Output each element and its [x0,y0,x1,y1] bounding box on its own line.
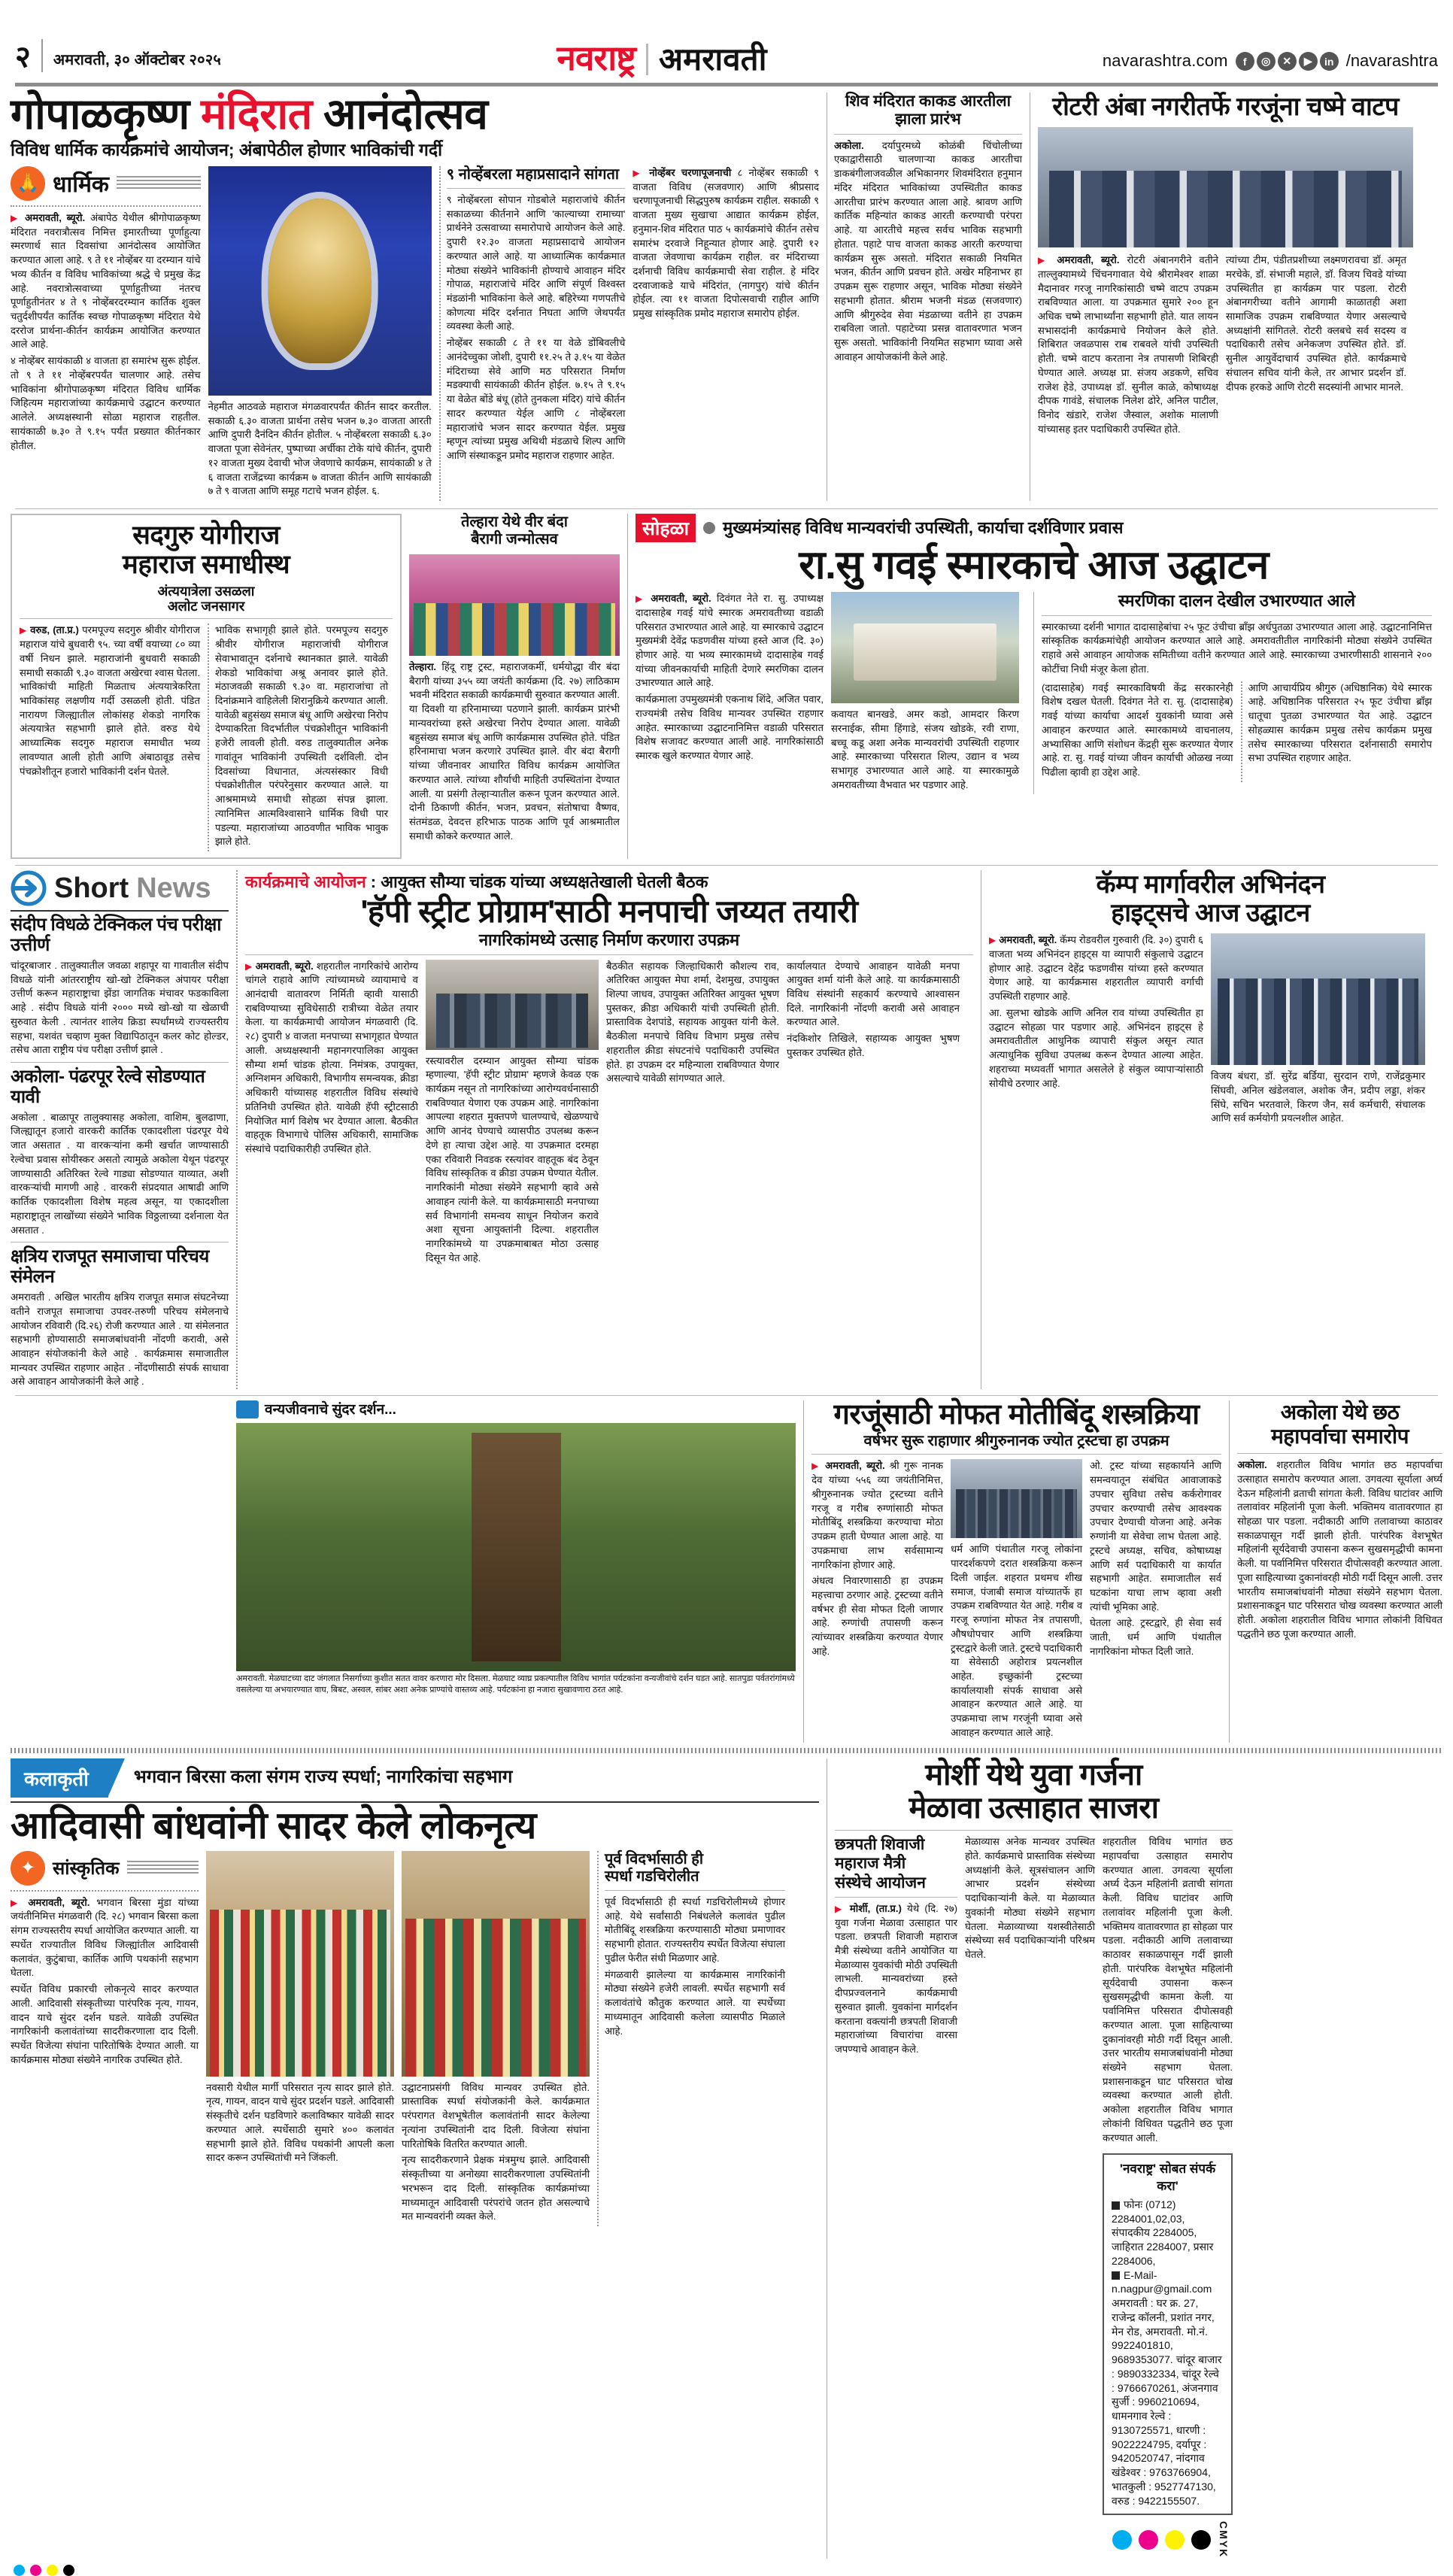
kalakruti-photo-1 [206,1851,394,2077]
gawai-body-text-2: कार्यक्रमाला उपमुख्यमंत्री एकनाथ शिंदे, अजित पवार, राज्यमंत्री तसेच विविध मान्यवर उपस्थित राहणार आहेत. स्मारकाच्या उद्घाटनानिमित्त वडाळी परिसरात विशेष सजावट करण्यात आली आहे. नागरिकांसाठी स्मारक खुले करण्यात येणार आहे. [635,693,824,762]
telhara-headline-line2: बैरागी जन्मोत्सव [471,531,558,548]
morshi-col-2 [965,1835,1095,2558]
masthead-brand-block [221,38,1103,81]
kalakruti-col-3 [402,1851,590,2226]
kalakruti-col-3-body [402,2081,590,2226]
kalakruti-body-text-1: भगवान बिरसा मुंडा यांच्या जयंतीनिमित्त मंगळवारी (दि. २८) भगवान बिरसा कला संगम राज्यस्तरीय स्पर्धा आयोजित करण्यात आली. या स्पर्धेत राज्यातील विविध जिल्ह्यांतील आदिवासी कलावंत, कुटुंबाचा, कार्तिक आणि पथकांनी सहभाग घेतला. [11,1896,199,1979]
telhara-body [409,660,620,846]
badge-rule-lines [127,1861,199,1876]
sadguru-body-text: परमपूज्य सदगुरु श्रीवीर योगीराज महाराज यांचे बुधवारी ९५. च्या वर्षी वयाच्या ८० व्या वर्षी निधन झाले. महाराजांनी बुधवारी सकाळी समाधी सकाळी ९.३० वाजता अखेरचा श्वास घेतला. भाविकांची माहिती मिळताच अंत्ययात्रेकरिता भाविकांसह लक्षणीय गर्दी उसळली होती. पंडित नारायण जिल्ह्यातील लोकांसह शेकडो नागरिक अंत्ययात्रेत सहभागी झाले होते. वरुड येथे आध्यात्मिक सदगुरु महाराज समाधीत भव्य लावण्यात आली होती आणि अंबाठावूड तसेच पंचक्रोशीतून हजारो भाविकांनी दर्शन घेतले. [20,624,200,777]
lead-body-text-c2: नोव्हेंबर सकाळी ८ ते ११ या वेळे डोंबिवलीचे आनंदेच्चुका जोशी, दुपारी ११.२५ ते ३.१५ या वेळेत मंदिराच्या सेवे आणि मठ परिसरात निर्माण मडक्याची सायंकाळी कीर्तन होईल. ७.१५ ते ९.१५ या वेळेत बोंडे बंधू (होते तुनकला मंदिर) यांचे कीर्तन सादर करण्यात येईल आणि ८ नोव्हेंबरला महाराजांचे भजन सादर करण्यात येईल. प्रमुख म्हणून त्यांच्या प्रमुख अथिथी मंडळाचे शिल्प आणि आणि संस्थाकडून प्रमोद महाराज राहणार आहेत. [446,337,626,462]
bullet-square-icon [1112,2201,1120,2210]
sadguru-headline-line1: सदगुरु योगीराज [132,520,280,551]
motibindu-body-text-1: श्री गुरू नानक देव यांच्या ५५६ व्या जयंतीनिमित्त, श्रीगुरुनानक ज्योत ट्रस्टच्या वतीने गरजू व गरीब रुग्णांसाठी मोफत मोतीबिंदू शस्त्रक्रिया करण्याचा मोठा उपक्रम हाती घेण्यात आला आहे. या उपक्रमाचा लाभ सर्वसामान्य नागरिकांना होणार आहे. [811,1460,944,1570]
kalakruti-tag-row [11,1758,819,1798]
morshi-body-text-1: येथे (दि. २७) युवा गर्जना मेळावा उत्साहात पार पडला. छत्रपती शिवाजी महाराज मैत्री संस्थेच्या वतीने आयोजित या मेळाव्यास युवकांची मोठी उपस्थिती लाभली. मान्यवरांच्या हस्ते दीपप्रज्वलनाने कार्यक्रमाची सुरुवात झाली. युवकांना मार्गदर्शन करताना वक्त्यांनी छत्रपती शिवाजी महाराजांच्या विचारांचा वारसा जपण्याचे आवाहन केले. [835,1902,958,2056]
cmyk-yellow-dot [1165,2530,1185,2550]
morshi-kicker-line3: संस्थेचे आयोजन [835,1874,926,1892]
gawai-col-6 [1241,681,1433,782]
telhara-body-text: हिंदू राष्ट्र ट्रस्ट, महाराजकर्मी, धर्मयोद्धा वीर बंदा बैरागी यांच्या ३५५ व्या जयंती कार्यक्रमा (दि. २७) लाठिकाम भवनी मंदिरात सकाळी कार्यक्रमाची सुरुवात करण्यात आली. या दिवशी या हरिनामाच्या पठणाने झाली. कार्यक्रम प्रारंभी मान्यवरांच्या हस्ते अखेरचा निरोप देण्यात आला. यावेळी बहुसंख्य समाज बंधू आणि कार्यक्रमास उपस्थित होते. पंडित हरिनामाचा भजन करणारे उपस्थित झाले. वीर बंदा बैरागी यांच्या जीवनावर आधारित विविध कार्यक्रम आयोजित करण्यात आले. त्यांच्या शौर्याची माहिती उपस्थितांना देण्यात आली. या प्रसंगी तेल्हाऱ्यातील करून पूजन करण्यात आले. दोनी ठिकाणी कीर्तन, भजन, प्रवचन, संतोषाचा वैष्णव, संतमंडळ, देवदत्त हरिभाऊ पाठक आणि पूर्व आश्रमातील समाधी कोकरे करण्यात आले. [409,661,620,842]
kalakruti-col-1 [11,1851,199,2226]
cmyk-magenta-dot [1139,2530,1158,2550]
wildlife-tag-row [236,1400,796,1418]
gawai-columns [635,592,1432,794]
happy-street-col-2 [426,960,599,1268]
short-news-label-2: News [136,872,211,904]
gawai-story [627,514,1432,859]
edition-date: अमरावती, ३० ऑक्टोबर २०२५ [53,52,221,68]
social-handle: /navarashtra [1345,51,1438,70]
telhara-dateline: तेल्हारा. [409,661,437,673]
lead-c3-head: नोव्हेंबर चरणापूजनाची [649,166,732,178]
page-number: २ [15,41,31,74]
lead-headline-part1: गोपाळकृष्ण [11,90,201,138]
contact-phone: फोनः (0712) 2284001,02,03, संपादकीय 2284005, जाहिरात 2284007, प्रसार 2284006, [1112,2198,1214,2267]
short-news-headline: संदीप विधळे टेक्निकल पंच परीक्षा उत्तीर्ण [11,915,221,955]
lead-headline-part2: आनंदोत्सव [311,90,488,138]
rotary-story [1030,93,1413,501]
dateline-marker: ▶ [245,960,253,972]
third-section [11,870,1442,1389]
dateline-marker: ▶ [811,1461,821,1472]
motibindu-col-1 [811,1459,943,1742]
camp-col-2 [1211,933,1425,1128]
rotary-photo [1038,127,1413,247]
morshi-kicker-line1: छत्रपती शिवाजी [835,1836,925,1854]
happy-street-col-1 [245,960,418,1268]
kalakruti-body-text-4: उद्घाटनाप्रसंगी विविध मान्यवर उपस्थित होते. प्रास्ताविक स्पर्धा संयोजकांनी केले. कार्यक्रमात परंपरागत वेशभूषेतील कलावंतांनी सादर केलेल्या नृत्यांना उपस्थितांनी दाद दिली. विजेत्या संघांना पारितोषिके वितरित करण्यात आली. [402,2081,590,2150]
short-news-column [11,870,229,1389]
namaste-icon: 🙏 [11,166,45,201]
kalakruti-tag: कलाकृती [11,1758,108,1798]
short-news-body: चांदूरबाजार . तालुक्यातील जवळा शहापूर या गावातील संदीप विधळे यांनी आंतरराष्ट्रीय खो-खो टेक्निकल अंपायर परीक्षा उत्तीर्ण करून महाराष्ट्राचा झेंडा जागतिक मंचावर फडकाविला आहे . संदीप विधळे यांनी २००० मध्ये खो-खो या खेळाची सुरुवात केली . त्यानंतर शालेय क्रिडा स्पर्धांमध्ये राज्यस्तरीय सहभा, यशवंत चव्हाण मुक्त विद्यापिठातून कलर कोट होल्डर, तसेच आता राष्ट्रीय पंच परीक्षा उत्तीर्ण झाले . [11,959,229,1056]
bullet-dot-icon [703,522,715,534]
motibindu-photo [951,1459,1082,1538]
dateline-marker: ▶ [835,1903,845,1914]
cmyk-yellow-dot [47,2565,58,2576]
kalakruti-columns [11,1851,819,2226]
motibindu-story [803,1400,1221,1742]
lead-col-3 [439,166,626,501]
motibindu-col-3 [1090,1459,1221,1742]
lead-headline [11,90,819,138]
category-badge-label: धार्मिक [53,172,109,198]
rotary-headline: रोटरी अंबा नगरीतर्फे गरजूंना चष्मे वाटप [1052,93,1399,121]
shiv-dateline: अकोला. [834,139,864,151]
cmyk-label: CMYK [1218,2521,1230,2559]
rotary-col-2 [1226,253,1406,439]
kalakruti-side-head-line1: पूर्व विदर्भासाठी ही [605,1850,704,1868]
sadguru-col-2 [208,624,388,851]
rotary-dateline: अमरावती, ब्यूरो. [1057,254,1120,266]
dateline-marker: ▶ [20,625,27,636]
happy-street-kicker-row [245,870,973,893]
gawai-col-2 [831,708,1019,794]
contact-address: अमरावती : घर क्र. 27, राजेन्द्र कॉलनी, प्रशांत नगर, मेन रोड, अमरावती. मो.नं. 9922401810, 9689353077. चांदूर बाजार : 9890332334, चांदूर रेल्वे : 9766670261, अंजनगाव सुर्जी : 9960210694, धामनगाव रेल्वे : 9130725571, धारणी : 9022224795, दर्यापूर : 9420520747, नांदगाव खंडेश्वर : 9763766904, भातकुली : 9527747130, वरुड : 9422155507. [1112,2297,1222,2507]
kalakruti-photo-2 [402,1851,590,2077]
happy-street-body-text-2: रस्त्यावरील दरम्यान आयुक्त सौम्या चांडक म्हणाल्या, 'हॅपी स्ट्रीट प्रोग्राम' म्हणजे केवळ एक कार्यक्रम नसून तो नागरिकांच्या आरोग्यवर्धनासाठी राबविण्यात येणारा एक उपक्रम आहे. नागरिकांना आपल्या शहरात मुक्तपणे चालण्याचे, खेळण्याचे आणि आनंद घेण्याचे व्यासपीठ उपलब्ध करून देणे हा त्याचा उद्देश आहे. या उपक्रमात दरमहा एका रविवारी निवडक रस्त्यांवर वाहतूक बंद ठेवून विविध सांस्कृतिक व क्रीडा उपक्रम घेण्यात येतील. नागरिकांनी मोठ्या संख्येने सहभागी व्हावे असे आवाहन त्यांनी केले. या कार्यक्रमासाठी मनपाच्या सर्व विभागांनी समन्वय साधून नियोजन करावे अशा सूचना आयुक्तांनी दिल्या. शहरातील नागरिकांमध्ये या उपक्रमाबाबत मोठा उत्साह दिसून येत आहे. [426,1054,599,1264]
rotary-columns [1038,253,1413,439]
short-news-label-1: Short [54,872,129,904]
gawai-left [635,592,1026,794]
masthead-divider [41,39,43,72]
kalakruti-badge-label: सांस्कृतिक [53,1858,120,1880]
kalakruti-headline: आदिवासी बांधवांनी सादर केले लोकनृत्य [11,1804,536,1846]
masthead-left [15,39,221,81]
camp-headline-line2: हाइट्सचे आज उद्घाटन [1111,899,1310,928]
short-news-headline: अकोला- पंढरपूर रेल्वे सोडण्यात यावी [11,1066,205,1107]
brand-divider [646,44,648,75]
kalakruti-side-body-text: पूर्व विदर्भासाठी ही स्पर्धा गडचिरोलीमध्ये होणार आहे. येथे सर्वांसाठी निबंधलेले कलावंत पुढील मोतीबिंदू शस्त्रक्रिया करण्यासाठी मोठ्या प्रमाणावर सहभागी होतात. राज्यस्तरीय स्पर्धेत विजेत्या संघाला पुढील फेरीत संधी मिळणार आहे. [605,1896,785,1964]
masthead-right [1103,51,1438,81]
category-badge-sanskritik [11,1851,199,1886]
dateline-marker: ▶ [11,1897,22,1908]
edition-name: अमरावती [659,41,767,77]
motibindu-dateline: अमरावती, ब्यूरो. [825,1460,885,1472]
happy-street-body-text-1: शहरातील नागरिकांचे आरोग्य चांगले राहावे आणि त्यांच्यामध्ये व्यायामाचे व आनंदाची वातावरण निर्मिती व्हावी यासाठी राबविण्याच्या सुविधेसाठी रात्रीच्या वेळेत तयार केला. या कार्यक्रमाची आयोजन मंगळवारी (दि. २८) दुपारी ४ वाजता मनपाच्या सभागृहात घेण्यात आली. अध्यक्षस्थानी महानगरपालिका आयुक्त सौम्या शर्मा चांडक होत्या. निमंत्रक, उपायुक्त, अग्निशमन अधिकारी, विभागीय समन्वयक, क्रीडा अधिकारी यांच्यासह शहरातील विविध संस्थांचे प्रतिनिधी उपस्थित होते. यावेळी हॅपी स्ट्रीटसाठी नियोजित मार्ग विशेष भर देण्यात आला. बैठकीत वाहतूक विभागाचे पोलिस अधिकारी, सामाजिक संस्थांचे पदाधिकारीही उपस्थित होते. [245,960,418,1155]
dateline-marker: ▶ [11,212,20,223]
telhara-story [409,514,620,859]
gawai-kicker-row [635,514,1432,542]
gawai-body-4 [1042,620,1432,677]
kalakruti-kicker: भगवान बिरसा कला संगम राज्य स्पर्धा; नागरिकांचा सहभाग [133,1767,513,1788]
cmyk-marks-left [11,2559,1442,2576]
kalakruti-body-text-2: स्पर्धेत विविध प्रकारची लोकनृत्ये सादर करण्यात आली. आदिवासी संस्कृतीच्या पारंपरिक नृत्य, गायन, वादन याचे सुंदर दर्शन घडले. यावेळी उपस्थित नागरिकांनी कलावंतांच्या सादरीकरणाला दाद दिली. स्पर्धेत विजेत्या संघांना पारितोषिके देण्यात आली. या कार्यक्रमास मोठ्या संख्येने नागरिक उपस्थित होते. [11,1983,199,2065]
lead-body-text-col2: ९ नोव्हेंबरला सोपान गोडबोले महाराजांचे कीर्तन सकाळच्या कीर्तनाने आणि 'काल्याच्या रामाच्या' प्रार्थनेने उत्सवाच्या समारोपाचे आयोजन केले आहे. दुपारी १२.३० वाजता महाप्रसादाचे आयोजन करण्यात आले आहे. या आध्यात्मिक कार्यक्रमात मोठ्या संख्येने भाविकांनी होण्याचे आवाहन मंदिर गोपाळ, महाराजांचे मंदिर आणि संपूर्ण विश्वस्त मंडळांनी भाविकांना केले आहे. बहिरेच्या गणपतीचे कोणत्या मंदिर दर्शनात निघता आणि जेथपर्यंत व्यवस्था केली आहे. [446,193,626,332]
cmyk-cyan-dot [1112,2530,1132,2550]
kalakruti-col-4 [597,1851,785,2226]
motibindu-body-text-3: धर्म आणि पंथातील गरजू लोकांना पारदर्शकपणे दरात शस्त्रक्रिया करून दिली जाईल. शहरात प्रथमच शीख समाज, पंजाबी समाज यांच्यातर्फे हा उपक्रम राबविण्यात येत आहे. गरीब व गरजू रुग्णांना मोफत नेत्र तपासणी, औषधोपचार आणि शस्त्रक्रिया ट्रस्टद्वारे केली जाते. ट्रस्टचे पदाधिकारी या सेवेसाठी अहोरात्र प्रयत्नशील आहेत. इच्छुकांनी ट्रस्टच्या कार्यालयाशी संपर्क साधावा असे आवाहन करण्यात आले आहे. या उपक्रमाचा लाभ गरजूंनी घ्यावा असे आवाहन करण्यात आले आहे. [951,1543,1083,1738]
gawai-dateline: अमरावती, ब्यूरो. [651,593,711,605]
short-news-header [11,870,229,906]
happy-street-body-text-5: नंदकिशोर तिखिले, सहाय्यक आयुक्त भुषण पुस्तकर उपस्थित होते. [787,1033,960,1058]
lead-story [11,90,819,501]
morshi-col-3 [1103,1835,1233,2558]
sadguru-body-text-2: भाविक सभागृही झाले होते. परमपूज्य सदगुरु श्रीवीर योगीराज महाराजांची योगीराज सेवाभावातून दर्शनाचे स्थानकात झाले. यावेळी शेकडो भाविकांचा अश्रू अनावर झाले होते. मंठाजवळी सकाळी ९.३० वा. महाराजांचा तो दिनांक्रमाने वाहिलेली शिरानुक्रिये करण्यात आली. यावेळी बहुसंख्य समाज बंधू आणि अखेरचा निरोप देण्याकरिता विदर्भातील पंचक्रोशीतून भाविकांनी हजेरी लावली होती. वरुड तालुक्यातील अनेक गावांतून भाविकांनी उपस्थिती दर्शविली. दोन दिवसांच्या विधानात, अंत्यसंस्कार विधी पंचक्रोशीतील परंपरेनुसार करण्यात आले. या आश्रमामध्ये समाधी सोहळा संपन्न झाला. त्यानिमित्त आत्मविश्वासाने धार्मिक विधी पार पडल्या. महाराजांच्या आठवणीत भाविक भावुक झाले होते. [215,624,388,848]
chhath-headline-line2: महापर्वाचा समारोप [1271,1425,1409,1449]
wildlife-tag: वन्यजीवनाचे सुंदर दर्शन... [265,1401,396,1418]
gawai-tag: सोहळा [635,514,696,542]
masthead-rule [15,83,1438,86]
social-links [1236,52,1339,71]
camp-columns [989,933,1432,1128]
camp-col-2-body [1211,1070,1425,1128]
happy-street-body-text-3: बैठकीत सहायक जिल्हाधिकारी कौशल्य राव, अतिरिक्त आयुक्त मेघा शर्मा, देशमुख, उपायुक्त शिल्पा जाधव, उपायुक्त अतिरिक्त आयुक्त भूषण पुस्तकर, क्रीडा अधिकारी यांची उपस्थिती होती. प्रास्ताविक देशपांडे, सहायक आयुक्त यांनी केले. बैठकीला मनपाचे विविध विभाग प्रमुख तसेच शहरातील क्रीडा संघटनांचे पदाधिकारी उपस्थित होते. हा उपक्रम दर महिन्याला राबविण्यात येणार असल्याचे यावेळी सांगण्यात आले. [606,960,779,1085]
morshi-body-text-3: शहरातील विविध भागांत छठ महापर्वाचा उत्साहात समारोप करण्यात आला. उगवत्या सूर्याला अर्घ्य देऊन महिलांनी व्रताची सांगता केली. विविध घाटांवर आणि तलावांवर महिलांनी पूजा केली. भक्तिमय वातावरणात हा सोहळा पार पडला. नदीकाठी आणि तलावाच्या काठावर सकाळपासून गर्दी झाली होती. पारंपरिक वेशभूषेत महिलांनी सूर्यदेवाची उपासना करून सुखसमृद्धीची कामना केली. या पर्वानिमित्त परिसरात दीपोत्सवही करण्यात आला. पूजा साहित्याच्या दुकानांवरही मोठी गर्दी दिसून आली. उत्तर भारतीय समाजबांधवांनी मोठ्या संख्येने सहभाग घेतला. प्रशासनाकडून घाट परिसरात चोख व्यवस्था करण्यात आली होती. अकोला शहरातील विविध भागात लोकांनी विधिवत पद्धतीने छठ पूजा करण्यात आली. [1103,1836,1233,2144]
sadguru-kicker-line1: अंत्ययात्रेला उसळला [157,584,255,599]
sadguru-kicker-line2: अलोट जनसागर [167,599,245,614]
gawai-subhead: स्मरणिका दालन देखील उभारण्यात आले [1118,591,1356,611]
happy-street-kicker-rest: : आयुक्त सौम्या चांडक यांच्या अध्यक्षतेखाली घेतली बैठक [370,872,708,892]
lead-columns [11,166,819,501]
cmyk-black-dot [1191,2530,1211,2550]
kalakruti-body-text-5: नृत्य सादरीकरणाने प्रेक्षक मंत्रमुग्ध झाले. आदिवासी संस्कृतीच्या या अनोख्या सादरीकरणाला उपस्थितांनी भरभरून दाद दिली. सांस्कृतिक कार्यक्रमांच्या माध्यमातून आदिवासी परंपरांचे जतन होत असल्याचे मत मान्यवरांनी व्यक्त केले. [402,2154,590,2223]
happy-street-photo [426,960,599,1050]
morshi-kicker-line2: महाराज मैत्री [835,1855,906,1873]
lead-sub-headline: ९ नोव्हेंबरला महाप्रसादाने सांगता [446,165,620,183]
happy-street-col-4 [787,960,960,1268]
chhath-story [1229,1400,1442,1742]
lead-body-text-1: अंबापेठ येथील श्रीगोपाळकृष्ण मंदिरात नवरात्रौत्सव निमित्त इमारतीच्या पूर्णाहुत्या स्मरणार्थ सात दिवसांचा आनंदोत्सव आयोजित करण्यात आला आहे. ९ ते ११ नोव्हेंबर या दरम्यान यांचे भव्य कीर्तन व विविध भाविकांच्या श्रद्धे चे प्रमुख केंद्र आहे. नवरात्रोत्सवाच्या पूर्णाहुतीच्या नंतरच पूर्णाहुतीनंतर ४ ते ९ नोव्हेंबरदरम्यान कार्तिक शुक्ल चतुर्दशीपर्यंत कार्तिक स्वच्छ गोपाळकृष्ण मंदिरात येथे दररोज प्रार्थना-कीर्तन कार्यक्रम आयोजित करण्यात आले आहे. [11,211,201,350]
gawai-body-text-3: कवायत बानखडे, अमर कडो, आमदार किरण सरनाईक, सीमा हिंगाडे, संजय खोडके, रवी राणा, बच्चू कडू अशा अनेक मान्यवरांची उपस्थिती राहणार आहे. स्मारकाच्या परिसरात शिल्प, उद्यान व भव्य सभागृह उभारण्यात आले आहे. या स्मारकामुळे अमरावतीच्या वैभवात भर पडणार आहे. [831,708,1019,790]
gawai-photo [831,592,1019,703]
x-twitter-icon[interactable]: ✕ [1278,52,1297,71]
motibindu-headline: गरजूंसाठी मोफत मोतीबिंदू शस्त्रक्रिया [833,1399,1200,1431]
lead-body-text-c3: ८ नोव्हेंबर सकाळी ९ वाजता विविध (सजवणार) आणि श्रीप्रसाद चरणापूजनाची सिद्धपुरुष कार्यक्रम राहील. सकाळी ९ वाजता मुख्य सुखाचा आद्यात कार्यक्रम होईल, हनुमान-शिव मंदिरात पाठ ५ कार्यक्रमांचे कीर्तन तसेच समारंभ दरवाजे निहून्यात होणार आहे. दुपारी १२ वाजता जेवणाचा कार्यक्रम राहील. वर मंदिराच्या दर्शनाची विविध कार्यक्रमाची सेवा राहील. हे मंदिर दरवाजाकडे याचे मंदिरांत, (नागपुर) यांचे कीर्तन होईल. त्या ११ वाजता दिपोत्सवाची राहील आणि प्रमुख सांस्कृतिक प्रमोद महाराज समारोप होईल. [632,166,819,320]
gawai-headline: रा.सु गवई स्मारकाचे आज उद्घाटन [799,543,1269,588]
shiv-body-text: दर्यापुरमध्ये कोळंबी चिंचोलीच्या एकाद्वारीसाठी चालणाऱ्या काकड आरतीचा डाकबंगीलाजवळील अभिकानगर शिवमंदिरात हनुमान मंदिर मंदिरात भाविकांच्या उपस्थितीत काकड आरतीचा प्रारंभ करण्यात आला आहे. श्रावण आणि कार्तिक महिन्यांत काकड आरती करण्याची परंपरा आहे. या आरतीचे महत्त्व सर्वच भाविक सहभागी होतात. पहाटे पाच वाजता काकड आरती करण्याचा कार्यक्रम सुरू असतो. मंदिरात सकाळी नियमित भजन, कीर्तन आणि प्रवचन होते. अखेर महिनाभर हा उपक्रम सुरू राहणार असून, भाविक मोठ्या संख्येने सहभागी होतात. श्रीराम भजनी मंडळ (सजवणार) आणि श्रीगुरुदेव सेवा मंडळाच्या वतीने हा उपक्रम राबविला जातो. पहाटेच्या प्रसन्न वातावरणात भजन सुरू असतो. भाविकांनी नियमित सहभाग घ्यावा असे आवाहन आयोजकांनी केले आहे. [834,139,1022,363]
contact-email: E-Mail-n.nagpur@gmail.com [1112,2268,1212,2295]
badge-rule-lines [117,176,201,191]
motibindu-col-2-body [951,1543,1082,1742]
morshi-story [827,1758,1233,2559]
bullet-marker: ▶ [632,167,644,178]
happy-street-col-3 [606,960,779,1268]
motibindu-columns [811,1459,1221,1742]
kalakruti-body-text-3: नवसारी येथील मार्गी परिसरात नृत्य सादर झाले होते. नृत्य, गायन, वादन याचे सुंदर प्रदर्शन घडले. आदिवासी संस्कृतीचे दर्शन घडविणारे कलाविष्कार यावेळी सादर करण्यात आले. स्पर्धेसाठी सुमारे ४०० कलावंत सहभागी झाले होते. विविध पथकांनी आपली कला सादर करून उपस्थितांची मने जिंकली. [206,2081,394,2164]
happy-street-col-2-body [426,1054,599,1268]
short-news-item [11,915,229,1057]
youtube-icon[interactable]: ▶ [1299,52,1318,71]
kalakruti-side-head-line2: स्पर्धा गडचिरोलीत [605,1868,699,1885]
happy-street-columns [245,960,973,1268]
section-divider-hash [11,1748,1442,1753]
happy-street-subhead: नागरिकांमध्ये उत्साह निर्माण करणारा उपक्रम [478,930,740,949]
telhara-headline-line1: तेल्हारा येथे वीर बंदा [461,514,568,531]
fourth-section [11,1400,1442,1742]
happy-street-kicker-red: कार्यक्रमाचे आयोजन [245,872,366,892]
gawai-body-text-4: स्मारकाच्या दर्शनी भागात दादासाहेबांचा २५ फूट उंचीचा ब्राँझ अर्धपुतळा उभारण्यात आला आहे. उद्घाटनानिमित्त सांस्कृतिक कार्यक्रमांचेही आयोजन करण्यात आले आहे. अमरावतीतील नागरिकांनी मोठ्या संख्येने उपस्थित राहावे असे आवाहन आयोजक समितीच्या वतीने करण्यात आले आहे. स्मारकाच्या उभारणीसाठी शासनाने २०० कोटींचा निधी मंजूर केला होता. [1042,620,1432,675]
second-section [11,514,1442,859]
contact-box [1103,2153,1233,2515]
lead-body-text-c1: नेहमीत आठवळे महाराज मंगळवारपर्यंत कीर्तन सादर करतील. सकाळी ६.३० वाजता प्रार्थना तसेच भजन ७.३० वाजता आरती आणि दुपारी दैनंदिन कीर्तन होतील. ५ नोव्हेंबरला सकाळी ६.३० वाजता पूजा सेवेनंतर, पुष्पाच्या अर्चीका टोके यांचे कीर्तन, दुपारी १२ वाजता मुख्य देवाची भोज जेवणाचे कार्यक्रम, सायंकाळी ४ ते ६ वाजता राजेंद्रच्या कार्यक्रम ७ वाजता कीर्तन आणि सायंकाळी ७ ते ९ वाजता आणि समूह गटाचे भजन होईल. ६. [208,400,432,497]
cmyk-magenta-dot [30,2565,41,2576]
masthead [11,0,1442,81]
sadguru-columns [20,624,393,851]
kalakruti-col-2 [206,1851,394,2226]
facebook-icon[interactable]: f [1236,52,1254,71]
contact-title: 'नवराष्ट्र' सोबत संपर्क करा' [1119,2162,1216,2194]
dateline-marker: ▶ [635,593,645,605]
dateline-marker: ▶ [1038,255,1050,266]
chhath-dateline: अकोला. [1237,1459,1267,1471]
gawai-col-1 [635,592,824,794]
lead-body-col1b [208,400,432,501]
sadguru-story [11,514,402,859]
rotary-col-1 [1038,253,1218,439]
gawai-body-text-1: दिवंगत नेते रा. सु. उपाध्यक्ष दादासाहेब गवई यांचे स्मारक अमरावतीच्या वडाळी परिसरात उभारण्यात आले आहे. या स्मारकाचे उद्घाटन मुख्यमंत्री देवेंद्र फडणवीस यांच्या हस्ते आज (दि. ३०) होणार आहे. या भव्य स्मारकामध्ये दादासाहेब गवई यांच्या जीवनकार्याची माहिती देणारे स्मरणिका दालन उभारण्यात आले आहे. [635,593,824,689]
gawai-right [1033,592,1432,794]
telhara-photo [409,554,620,656]
morshi-headline-line1: मोर्शी येथे युवा गर्जना [925,1758,1142,1792]
category-badge-dharmik [11,166,201,201]
cmyk-black-dot [63,2565,74,2576]
kalakruti-col-2-body [206,2081,394,2168]
cmyk-cyan-dot [14,2565,25,2576]
camp-dateline: अमरावती, ब्यूरो. [999,934,1057,946]
bottom-section [11,1758,1442,2559]
motibindu-body-text-4: ओ. ट्रस्ट यांच्या सहकार्याने आणि समन्वयातून संबंधित आवाजाकडे उपचार सुविधा तसेच कर्करोगावर उपचार करण्याची तसेच आवश्यक उपचार देण्याची योजना आहे. अनेक रुग्णांनी या सेवेचा लाभ घेतला आहे. ट्रस्टचे अध्यक्ष, सचिव, कोषाध्यक्ष आणि सर्व पदाधिकारी या कार्यात सहभागी आहेत. समाजातील सर्व घटकांना याचा लाभ व्हावा अशी त्यांची भूमिका आहे. [1090,1460,1222,1613]
camp-col-1 [989,933,1203,1128]
gawai-sub-columns [1042,681,1432,782]
chhath-body-text: शहरातील विविध भागांत छठ महापर्वाचा उत्साहात समारोप करण्यात आला. उगवत्या सूर्याला अर्घ्य देऊन महिलांनी व्रताची सांगता केली. विविध घाटांवर आणि तलावांवर महिलांनी पूजा केली. भक्तिमय वातावरणात हा सोहळा पार पडला. नदीकाठी आणि तलावाच्या काठावर सकाळपासून गर्दी झाली होती. पारंपरिक वेशभूषेत महिलांनी सूर्यदेवाची उपासना करून सुखसमृद्धीची कामना केली. या पर्वानिमित्त परिसरात दीपोत्सवही करण्यात आला. पूजा साहित्याच्या दुकानांवरही मोठी गर्दी दिसून आली. उत्तर भारतीय समाजबांधवांनी मोठ्या संख्येने सहभाग घेतला. प्रशासनाकडून घाट परिसरात चोख व्यवस्था करण्यात आली होती. अकोला शहरातील विविध भागात लोकांनी विधिवत पद्धतीने छठ पूजा करण्यात आली. [1237,1459,1442,1640]
gawai-col-5 [1042,681,1233,782]
bullet-square-icon [1112,2271,1120,2280]
contact-phone-row [1112,2198,1224,2268]
camp-headline-line1: कॅम्प मार्गावरील अभिनंदन [1096,870,1325,900]
short-news-headline: क्षत्रिय राजपूत समाजाचा परिचय संमेलन [11,1246,209,1288]
lead-body-text-2: ४ नोव्हेंबर सायंकाळी ४ वाजता हा समारंभ सुरू होईल. तो ९ ते ११ नोव्हेंबरपर्यंत चालणार आहे. तसेच भाविकांना श्रीगोपाळकृष्ण मंदिरात विविध धार्मिक जिहित्यम महाराजांच्या कार्यक्रमाचे उद्घाटन करण्यात आलेले. अध्यक्षस्थानी सोळा महाराज राहतील. सायंकाळी ७.३० ते ९.१५ पर्यंत प्रख्यात कीर्तनकार होतील. [11,355,201,451]
gawai-body-text-5: (दादासाहेब) गवई स्मारकाविषयी केंद्र सरकारनेही विशेष दखल घेतली. दिवंगत नेते रा. सु. (दादासाहेब) गवई यांच्या कार्याचा आदर्श युवकांनी घ्यावा असे आवाहन करण्यात आले. स्मारकामध्ये वाचनालय, अभ्यासिका आणि संशोधन केंद्रही सुरू करण्यात येणार आहे. रा. सु. गवई यांच्या जीवन कार्याची ओळख नव्या पिढीला व्हावी हा उद्देश आहे. [1042,681,1233,778]
gawai-photo-col [831,592,1019,794]
morshi-body-text-2: मेळाव्यास अनेक मान्यवर उपस्थित होते. कार्यक्रमाचे प्रास्ताविक संस्थेच्या अध्यक्षांनी केले. सूत्रसंचालन आणि आभार प्रदर्शन संस्थेच्या पदाधिकाऱ्यांनी केले. या मेळाव्यात युवकांनी मोठ्या संख्येने सहभाग घेतला. मेळाव्याच्या यशस्वीतेसाठी संस्थेच्या सर्व पदाधिकाऱ्यांनी परिश्रम घेतले. [965,1836,1096,1961]
instagram-icon[interactable]: ◎ [1257,52,1276,71]
lead-photo-block [208,166,432,501]
contact-email-row [1112,2268,1224,2297]
rotary-body-text-2: त्यांच्या टीम, पंडीतप्रशीच्या लक्ष्मणरावचा डॉ. अमृत मरचेके, डॉ. संभाजी महाले, डॉ. विजय चिवडे यांच्या उपस्थितीत हा कार्यक्रम पार पडला. रोटरी अंबानगरीच्या वतीने आगामी काळातही अशा सामाजिक उपक्रम राबविण्यात येणार असल्याचे अध्यक्षांनी सांगितले. रोटरी क्लबचे सर्व सदस्य व पदाधिकारी तसेच अनेकजण उपस्थित होते. डॉ. सुनील आयुर्वेदाचार्य उपस्थित होते. कार्यक्रमाचे संचालन सचिव यांनी केले, तर आभार प्रदर्शन डॉ. दीपक हरकडे आणि रोटरी सदस्यांनी आभार मानले. [1226,254,1406,393]
sadguru-dateline: वरुड, (ता.प्र.) [30,624,79,636]
cmyk-marks [1103,2515,1233,2558]
website-url: navarashtra.com [1102,51,1228,70]
morshi-col-3-body [1103,1835,1233,2147]
short-news-body: अमरावती . अखिल भारतीय क्षत्रिय राजपूत समाज संघटनेच्या वतीने राजपूत समाजाचा उपवर-तरुणी परिचय संमेलनाचे आयोजन रविवारी (दि.२६) रोजी करण्यात आले . या संमेलनात सहभागी होण्यासाठी समाजबांधवांनी नोंदणी करावी, असे आवाहन संयोजकांनी केले आहे . कार्यक्रमास समाजातील मान्यवर उपस्थित राहणार आहेत . नोंदणीसाठी संपर्क साधावा असे आवाहन आयोजकांनी केले आहे . [11,1291,229,1388]
motibindu-subhead: वर्षभर सुरू राहाणार श्रीगुरुनानक ज्योत ट्रस्टचा हा उपक्रम [863,1432,1169,1449]
chhath-body [1237,1458,1442,1642]
dateline-marker: ▶ [989,935,996,946]
linkedin-icon[interactable]: in [1320,52,1339,71]
kalakruti-story [11,1758,819,2559]
brand-logo: नवराष्ट्र [557,38,636,77]
short-news-item [11,1247,229,1389]
kalakruti-body-text-6: मंगळवारी झालेल्या या कार्यक्रमास नागरिकांनी मोठ्या संख्येने हजेरी लावली. स्पर्धेत सहभागी सर्व कलावंतांचे कौतुक करण्यात आले. या स्पर्धेच्या माध्यमातून आदिवासी कलेला व्यासपीठ मिळाले आहे. [605,1968,785,2037]
sadguru-col-1 [20,624,200,851]
lead-col-4 [632,166,819,501]
shiv-body [834,139,1022,365]
short-news-item [11,1067,229,1237]
lead-headline-red: मंदिरात [201,90,312,138]
lead-subhead: विविध धार्मिक कार्यक्रमांचे आयोजन; अंबापेठील होणार भाविकांची गर्दी [11,140,443,160]
motibindu-body-text-5: घेतला आहे. ट्रस्टद्वारे, ही सेवा सर्व जाती, धर्म आणि पंथातील नागरिकांना मोफत दिली जाते. [1090,1617,1222,1657]
motibindu-col-2 [951,1459,1082,1742]
rotary-body-text: रोटरी अंबानगरीने वतीने ताल्लुक्यामध्ये चिंचनगावात येथे श्रीरामेश्वर शाळा मैदानावर गरजू नागरिकांसाठी चष्मे वाटप उपक्रम राबविण्यात आला. या उपक्रमात सुमारे २०० हून अधिक चष्मे लाभार्थ्यांना सहभागी होते. यात लायन सभासदांनी कार्यक्रमाचे नियोजन केले होते. शिबिरात जवळपास राब राबवले यांची उपस्थिती होती. चष्मे वाटप करताना नेत्र तपासणी शिबिरही घेण्यात आले. अध्यक्ष प्रा. संजय अडकणे, सचिव राजेश हेडे, उपाध्यक्ष डॉ. सुनील काळे, कोषाध्यक्ष दीपक गावंडे, संचालक निलेश ढोरे, अनिल पाटील, विनोद खंडारे, राजेश जैस्वाल, अशोक मालाणी यांच्यासह इतर पदाधिकारी उपस्थित होते. [1038,254,1218,435]
wildlife-photo [236,1423,796,1671]
motibindu-body-text-2: अंधत्व निवारणासाठी हा उपक्रम महत्त्वाचा ठरणार आहे. ट्रस्टच्या वतीने वर्षभर ही सेवा मोफत दिली जाणार आहे. रुग्णांची तपासणी करून त्यांच्यावर शस्त्रक्रिया करण्यात येणार आहे. [811,1575,944,1657]
fast-forward-icon [11,870,47,906]
kalakruti-dateline: अमरावती, ब्यूरो. [28,1896,90,1908]
gawai-kicker: मुख्यमंत्र्यांसह विविध मान्यवरांची उपस्थिती, कार्याचा दर्शविणार प्रवास [723,517,1124,537]
top-section [11,90,1442,501]
morshi-col-kicker [835,1835,957,2558]
happy-street-story [236,870,973,1389]
camp-body-text-3: विजय बंधरा, डॉ. सुरेंद्र बर्डिया, सुरदान राणे, राजेंद्रकुमार सिंघवी, अनिल खंडेलवाल, अशोक जैन, प्रदीप लड्डा, शंकर सिंघे, सचिन भरतवाले, किरण जैन, सर्व कर्मचारी, संचालक आणि सर्व कर्मयोगी प्रयत्नशील आहेत. [1211,1070,1425,1124]
chhath-headline-line1: अकोला येथे छठ [1280,1400,1400,1425]
lead-body-col3 [632,166,819,323]
morshi-columns [835,1835,1233,2558]
camp-story [981,870,1432,1389]
camp-photo [1211,933,1425,1065]
camp-body-text-2: आ. सुलभा खोडके आणि अनिल राव यांच्या उपस्थितीत हा उद्घाटन सोहळा पार पडणार आहे. अभिनंदन हाइट्स हे अमरावतीतील आधुनिक व्यापारी संकुल असून त्यात अत्याधुनिक सुविधा उपलब्ध करून देण्यात आल्या आहेत. शहराच्या मध्यवर्ती भागात असलेले हे संकुल व्यापाऱ्यांसाठी सोयीचे ठरणार आहे. [989,1006,1203,1089]
shiv-headline: शिव मंदिरात काकड आरतीला झाला प्रारंभ [845,93,1012,129]
gawai-body-text-6: आणि आचार्यप्रिय श्रीगुरु (अधिष्ठानिक) येथे स्मारक आहे. अधिष्ठानिक परिसरात २५ फूट उंचीचा ब्राँझ धातूचा पुतळा उभारण्यात येत आहे. उद्घाटन सोहळ्यास कार्यक्रम प्रमुख तसेच कार्यक्रम प्रमुख तसेच स्मारकाच्या परिसरात दर्शनासाठी समारोप सभा उपस्थित राहणार आहेत. [1248,681,1432,764]
shiv-mandir-story [827,93,1022,501]
morshi-col-1-body [835,1902,957,2059]
wildlife-block [236,1400,796,1742]
lead-dateline: अमरावती, ब्यूरो. [25,211,86,223]
wildlife-caption: अमरावती. मेळघाटच्या दाट जंगलात निसर्गाच्या कुशीत सतत वावर करणारा मोर दिसला. मेळघाट व्याघ्र प्रकल्पातील विविध भागांत पर्यटकांना वन्यजीवांचे दर्शन घडत आहे. सातपुडा पर्वतरांगांमध्ये वसलेल्या या अभयारण्यात वाघ, बिबट, अस्वल, सांबर अशा अनेक प्राण्यांचे वास्तव्य आहे. पर्यटकांना हा नजारा सुखावणारा ठरत आहे. [236,1674,795,1695]
morshi-headline-line2: मेळावा उत्साहात साजरा [909,1792,1159,1825]
morshi-dateline: मोर्शी, (ता.प्र.) [849,1902,902,1914]
short-news-body: अकोला . बाळापूर तालुक्यासह अकोला, वाशिम, बुलढाणा, जिल्ह्यातून हजारो वारकरी कार्तिक एकादशीला पंढरपूर येथे जात असतात . या वारकऱ्यांना कमी खर्चात जाण्यासाठी रेल्वेचा प्रवास सोयीस्कर असतो त्यामुळे अकोला येथून पंढरपूर जाण्यासाठी अतिरिक्त रेल्वे गाड्या सोडण्यात याव्यात, अशी वारकऱ्यांची मागणी आहे . वारकरी संप्रदयात आषाढी आणि कार्तिक एकादशीला विशेष महत्व असून, या एकादशीला महाराष्ट्रातून लाखोंच्या संख्येने भाविक विठ्ठलाच्या दर्शनाला येत असतात . [11,1111,229,1236]
kalakruti-side-body [605,1895,785,2038]
camera-icon [236,1400,259,1418]
sadguru-headline-line2: महाराज समाधीस्थ [122,549,290,579]
camp-body-text-1: कॅम्प रोडवरील गुरुवारी (दि. ३०) दुपारी ६ वाजता भव्य अभिनंदन हाइट्स या व्यापारी संकुलाचे उद्घाटन होणार आहे. उद्घाटन देहेंद्र फडणवीस यांच्या हस्ते करण्यात येणार आहे. या कार्यक्रमास शहरातील व्यापारी वर्गाची उपस्थिती राहणार आहे. [989,934,1203,1003]
happy-street-dateline: अमरावती, ब्यूरो. [255,960,314,972]
lead-photo [208,166,432,396]
happy-street-headline: 'हॅपी स्ट्रीट प्रोग्राम'साठी मनपाची जय्यत तयारी [360,894,858,930]
lead-body-col2 [447,193,626,463]
lead-body-1 [11,211,201,455]
culture-icon: ✦ [11,1851,45,1886]
kalakruti-col-1-body [11,1896,199,2070]
lead-col-1 [11,166,201,501]
happy-street-body-text-4: कार्यालयात देण्याचे आवाहन यावेळी मनपा आयुक्त शर्मा यांनी केले आहे. या कार्यक्रमासाठी विविध संस्थांनी सहकार्य करण्याचे आश्वासन दिले. नागरिकांनी नोंदणी करावी असे आवाहन करण्यात आले. [787,960,960,1028]
